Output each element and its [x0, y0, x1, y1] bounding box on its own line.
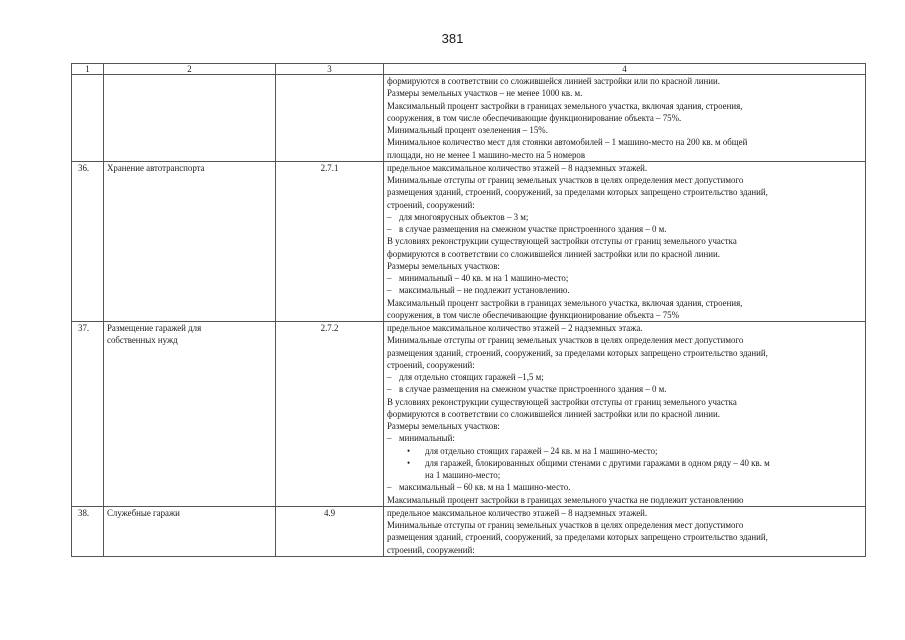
dash-marker: – [387, 224, 392, 234]
bullet-continuation: на 1 машино-место; [425, 470, 501, 480]
list-item-text: в случае размещения на смежном участке пристроенного здания – 0 м. [399, 224, 667, 234]
text-line: Минимальный процент озеленения – 15%. [387, 125, 548, 135]
text-line: формируются в соответствии со сложившейся линией застройки или по красной линии. [387, 408, 720, 419]
dash-marker: – [387, 372, 392, 382]
text-line: предельное максимальное количество этажей – 8 надземных этажей. [387, 162, 648, 173]
name-line: Служебные гаражи [107, 507, 180, 518]
dash-list-item [387, 272, 862, 284]
use-code: 2.7.1 [276, 161, 384, 321]
text-line: площади, но не менее 1 машино-место на 5 номеров [387, 149, 586, 160]
bullet-icon: • [407, 445, 411, 456]
text-line: Минимальное количество мест для стоянки автомобилей – 1 машино-место на 200 кв. м общей [387, 137, 748, 148]
name-line: собственных нужд [107, 335, 178, 346]
parameters-cell [384, 75, 866, 162]
dash-list-item [387, 371, 862, 383]
text-line: Размеры земельных участков: [387, 260, 500, 271]
dash-marker: – [387, 285, 392, 296]
parameters-cell [384, 506, 866, 556]
list-item-text: в случае размещения на смежном участке пристроенного здания – 0 м. [399, 384, 667, 395]
parameters-cell [384, 161, 866, 321]
permitted-use-name [104, 161, 276, 321]
name-line: Хранение автотранспорта [107, 162, 205, 173]
name-line: Размещение гаражей для [107, 323, 202, 333]
text-line: Максимальный процент застройки в границах земельного участка не подлежит установлению [387, 494, 744, 505]
page-number: 381 [441, 31, 464, 46]
row-number: 36. [72, 161, 104, 321]
text-line: размещения зданий, строений, сооружений, за пределами которых запрещено строительство зданий, [387, 187, 768, 198]
list-item-text: для гаражей, блокированных общими стенами с другими гаражами в одном ряду – 40 кв. м [425, 457, 770, 468]
table-body [72, 75, 866, 557]
text-line: предельное максимальное количество этажей – 8 надземных этажей. [387, 507, 648, 518]
dash-list-item [387, 284, 862, 296]
permitted-use-name [104, 322, 276, 507]
text-line: сооружения, в том числе обеспечивающие функционирование объекта – 75%. [387, 112, 682, 123]
list-item-text: максимальный – 60 кв. м на 1 машино-место. [399, 482, 571, 493]
use-code: 2.7.2 [276, 322, 384, 507]
text-line: формируются в соответствии со сложившейся линией застройки или по красной линии. [387, 76, 720, 86]
header-col-1: 1 [72, 64, 104, 75]
list-item-text: для отдельно стоящих гаражей – 24 кв. м на 1 машино-место; [425, 445, 658, 456]
list-item-text: минимальный: [399, 433, 455, 444]
list-item-text: для многоярусных объектов – 3 м; [399, 211, 529, 222]
table-row [72, 75, 866, 162]
text-line: Минимальные отступы от границ земельных участков в целях определения мест допустимого [387, 335, 744, 346]
header-col-2: 2 [104, 64, 276, 75]
table-row [72, 506, 866, 556]
header-col-3: 3 [276, 64, 384, 75]
row-number [72, 75, 104, 162]
header-row [72, 64, 866, 75]
text-line: В условиях реконструкции существующей застройки отступы от границ земельного участка [387, 236, 737, 247]
parameters-cell [384, 322, 866, 507]
list-item-text: минимальный – 40 кв. м на 1 машино-место; [399, 273, 569, 283]
regulations-table [71, 63, 866, 557]
text-line: Максимальный процент застройки в границах земельного участка, включая здания, строения, [387, 297, 743, 308]
bullet-icon: • [407, 457, 411, 468]
bullet-list-item [387, 445, 862, 457]
bullet-list-item [387, 457, 862, 469]
text-line: предельное максимальное количество этажей – 2 надземных этажа. [387, 323, 643, 333]
dash-marker: – [387, 433, 392, 444]
dash-marker: – [387, 211, 392, 222]
list-item-text: для отдельно стоящих гаражей –1,5 м; [399, 372, 544, 382]
table-header [72, 64, 866, 75]
text-line: Максимальный процент застройки в границах земельного участка, включая здания, строения, [387, 100, 743, 111]
row-number: 38. [72, 506, 104, 556]
table-row [72, 322, 866, 507]
dash-list-item [387, 432, 862, 444]
text-line: строений, сооружений: [387, 199, 475, 210]
header-col-4: 4 [384, 64, 866, 75]
dash-list-item [387, 211, 862, 223]
list-item-text: максимальный – не подлежит установлению. [399, 285, 570, 296]
row-number: 37. [72, 322, 104, 507]
table-row [72, 161, 866, 321]
text-line: размещения зданий, строений, сооружений, за пределами которых запрещено строительство зданий, [387, 532, 768, 543]
use-code: 4.9 [276, 506, 384, 556]
permitted-use-name [104, 506, 276, 556]
use-code [276, 75, 384, 162]
dash-marker: – [387, 384, 392, 395]
text-line: Размеры земельных участков – не менее 1000 кв. м. [387, 88, 583, 99]
text-line: формируются в соответствии со сложившейся линией застройки или по красной линии. [387, 248, 720, 259]
dash-list-item [387, 383, 862, 395]
permitted-use-name [104, 75, 276, 162]
dash-list-item [387, 481, 862, 493]
dash-list-item [387, 223, 862, 235]
dash-marker: – [387, 273, 392, 283]
text-line: Минимальные отступы от границ земельных участков в целях определения мест допустимого [387, 175, 744, 185]
text-line: Размеры земельных участков: [387, 421, 500, 431]
dash-marker: – [387, 482, 392, 493]
text-line: сооружения, в том числе обеспечивающие функционирование объекта – 75% [387, 309, 679, 320]
text-line: размещения зданий, строений, сооружений, за пределами которых запрещено строительство зданий, [387, 347, 768, 358]
text-line: Минимальные отступы от границ земельных участков в целях определения мест допустимого [387, 520, 744, 530]
text-line: строений, сооружений: [387, 544, 475, 555]
text-line: строений, сооружений: [387, 359, 475, 370]
text-line: В условиях реконструкции существующей застройки отступы от границ земельного участка [387, 396, 737, 407]
